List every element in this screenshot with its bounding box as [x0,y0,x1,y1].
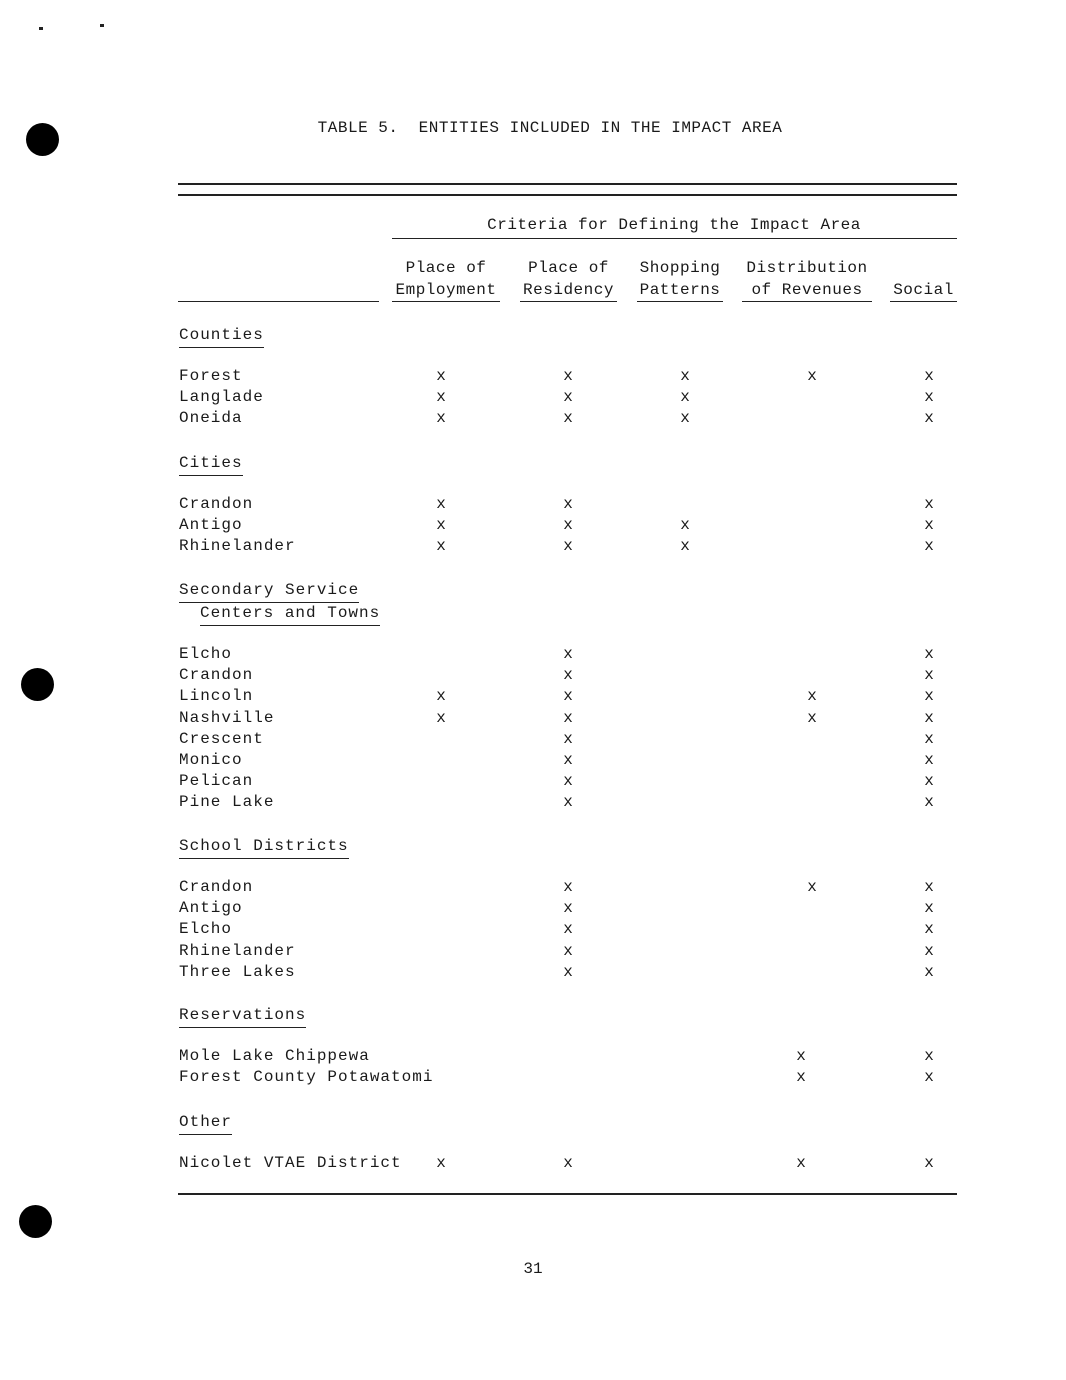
criteria-mark: x [563,920,573,939]
row-label: Elcho [179,920,233,939]
criteria-mark: x [680,409,690,428]
criteria-mark: x [924,1068,934,1087]
criteria-mark: x [436,495,446,513]
column-header-underline [520,301,617,302]
row-label: Nicolet VTAE District [179,1154,402,1172]
criteria-mark: x [924,729,934,748]
criteria-mark: x [924,516,934,535]
column-header-line2: Patterns [639,281,721,299]
row-label: Monico [179,751,243,769]
row-label: Antigo [179,899,243,918]
row-label: Rhinelander [179,941,296,960]
row-label: Antigo [179,516,243,535]
criteria-mark: x [436,388,446,407]
criteria-mark: x [563,687,573,706]
row-label: Forest [179,367,243,385]
column-header-line2: of Revenues [751,281,863,299]
column-header-underline [392,301,500,302]
criteria-mark: x [563,516,573,535]
criteria-mark: x [924,687,934,706]
column-header-line1: Distribution [746,259,868,277]
criteria-mark: x [796,1068,806,1087]
criteria-mark: x [924,1047,934,1065]
criteria-mark: x [924,962,934,981]
scan-speck [39,27,43,30]
section-heading: Reservations [179,1005,306,1028]
criteria-mark: x [563,666,573,685]
row-label: Crandon [179,878,254,896]
stub-header-underline [178,301,379,302]
criteria-mark: x [924,645,934,663]
scan-speck [100,24,104,27]
criteria-mark: x [680,516,690,535]
binder-hole-bottom [19,1205,52,1238]
criteria-mark: x [436,537,446,556]
section-heading: Cities [179,453,243,476]
criteria-mark: x [680,367,690,385]
criteria-mark: x [563,941,573,960]
section-heading: Counties [179,325,264,348]
criteria-mark: x [796,1154,806,1172]
criteria-mark: x [563,495,573,513]
criteria-mark: x [924,388,934,407]
criteria-mark: x [807,878,817,896]
section-heading: Secondary Service Centers and Towns [179,580,380,626]
criteria-mark: x [563,367,573,385]
criteria-mark: x [436,708,446,727]
column-header-line2: Residency [523,281,614,299]
criteria-mark: x [924,495,934,513]
column-header-line1: Shopping [639,259,721,277]
page-number: 31 [523,1260,543,1278]
row-label: Crandon [179,495,254,513]
row-label: Pelican [179,772,254,791]
criteria-mark: x [563,878,573,896]
criteria-mark: x [924,751,934,769]
bottom-rule [178,1193,957,1195]
criteria-mark: x [563,751,573,769]
row-label: Lincoln [179,687,254,706]
criteria-mark: x [924,899,934,918]
criteria-underline [392,238,957,239]
criteria-mark: x [563,388,573,407]
criteria-mark: x [436,409,446,428]
criteria-mark: x [924,1154,934,1172]
criteria-mark: x [924,708,934,727]
criteria-mark: x [436,367,446,385]
row-label: Elcho [179,645,233,663]
criteria-mark: x [924,878,934,896]
criteria-mark: x [563,793,573,812]
row-label: Forest County Potawatomi [179,1068,434,1087]
criteria-mark: x [924,537,934,556]
column-header-line2: Social [893,281,954,299]
criteria-mark: x [436,1154,446,1172]
row-label: Nashville [179,708,275,727]
criteria-mark: x [436,687,446,706]
criteria-mark: x [807,367,817,385]
row-label: Three Lakes [179,962,296,981]
criteria-mark: x [924,772,934,791]
criteria-mark: x [563,899,573,918]
row-label: Crandon [179,666,254,685]
criteria-mark: x [563,708,573,727]
table-title: TABLE 5. ENTITIES INCLUDED IN THE IMPACT AREA [317,119,783,137]
criteria-mark: x [563,772,573,791]
column-header-line1: Place of [528,259,609,277]
row-label: Pine Lake [179,793,275,812]
column-header-underline [742,301,872,302]
criteria-mark: x [436,516,446,535]
criteria-mark: x [924,666,934,685]
criteria-mark: x [924,367,934,385]
column-header-underline [890,301,957,302]
criteria-mark: x [924,920,934,939]
criteria-mark: x [796,1047,806,1065]
row-label: Rhinelander [179,537,296,556]
section-heading: Other [179,1112,232,1135]
binder-hole-middle [21,668,54,701]
section-heading: School Districts [179,836,349,859]
row-label: Crescent [179,729,264,748]
row-label: Mole Lake Chippewa [179,1047,370,1065]
criteria-mark: x [807,687,817,706]
column-header-line1: Place of [405,259,487,277]
column-header-line2: Employment [395,281,497,299]
criteria-mark: x [680,537,690,556]
top-rule-second [178,194,957,196]
criteria-mark: x [807,708,817,727]
criteria-mark: x [924,941,934,960]
criteria-mark: x [924,793,934,812]
criteria-header: Criteria for Defining the Impact Area [487,216,861,234]
criteria-mark: x [563,962,573,981]
top-rule [178,183,957,185]
criteria-mark: x [924,409,934,428]
column-header-underline [637,301,723,302]
criteria-mark: x [680,388,690,407]
criteria-mark: x [563,729,573,748]
criteria-mark: x [563,1154,573,1172]
criteria-mark: x [563,409,573,428]
criteria-mark: x [563,645,573,663]
criteria-mark: x [563,537,573,556]
row-label: Langlade [179,388,264,407]
row-label: Oneida [179,409,243,428]
